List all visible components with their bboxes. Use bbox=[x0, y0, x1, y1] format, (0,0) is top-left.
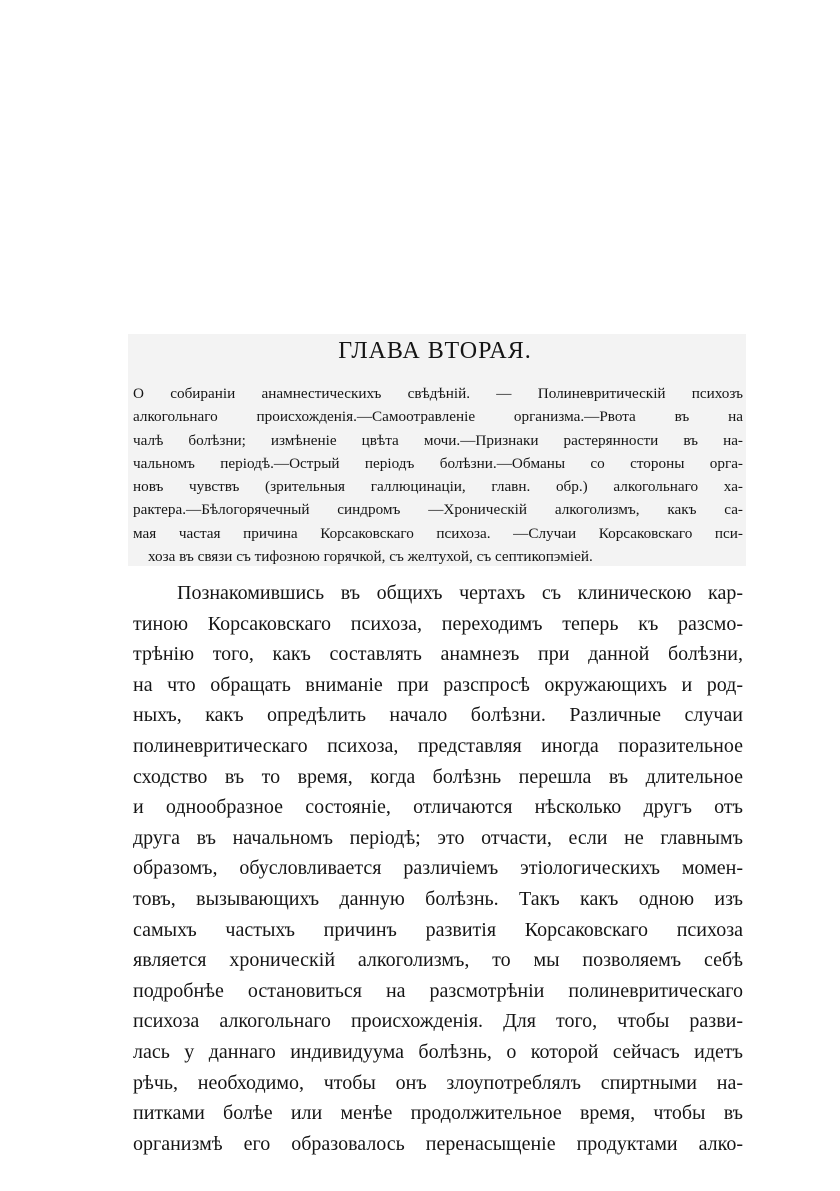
summary-line: О собиранiи анамнестическихъ свѣдѣнiй. — Полиневритическiй психозъ bbox=[133, 385, 743, 402]
body-line: психоза алкогольнаго происхожденiя. Для того, чтобы разви- bbox=[133, 1010, 743, 1033]
body-line: друга въ начальномъ перiодѣ; это отчасти, если не главнымъ bbox=[133, 826, 743, 849]
body-line: образомъ, обусловливается различiемъ этiологическихъ момен- bbox=[133, 857, 743, 880]
body-line: организмѣ его образовалось перенасыщенiе продуктами алко- bbox=[133, 1132, 743, 1155]
body-line: на что обращать вниманiе при разспросѣ окружающихъ и род- bbox=[133, 673, 743, 696]
summary-line: мая частая причина Корсаковскаго психоза. —Случаи Корсаковскаго пси- bbox=[133, 524, 743, 542]
body-line: Познакомившись въ общихъ чертахъ съ клиническою кар- bbox=[177, 582, 743, 604]
body-line: ныхъ, какъ опредѣлить начало болѣзни. Различные случаи bbox=[133, 704, 743, 727]
summary-line: рактера.—Бѣлогорячечный синдромъ —Хроническiй алкоголизмъ, какъ са- bbox=[133, 501, 743, 519]
body-line: лась у даннаго индивидуума болѣзнь, о которой сейчасъ идетъ bbox=[133, 1040, 743, 1063]
summary-line: алкогольнаго происхожденiя.—Самоотравленiе организма.—Рвота въ на bbox=[133, 408, 743, 426]
body-line: рѣчь, необходимо, чтобы онъ злоупотреблялъ спиртными на- bbox=[133, 1071, 743, 1094]
body-paragraph bbox=[133, 578, 743, 1159]
body-line: питками болѣе или менѣе продолжительное время, чтобы въ bbox=[133, 1102, 743, 1125]
chapter-title: ГЛАВА ВТОРАЯ. bbox=[338, 338, 532, 364]
body-line: является хроническiй алкоголизмъ, то мы позволяемъ себѣ bbox=[133, 949, 743, 972]
body-line: самыхъ частыхъ причинъ развитiя Корсаковскаго психоза bbox=[133, 918, 743, 941]
body-line: тиною Корсаковскаго психоза, переходимъ теперь къ разсмо- bbox=[133, 612, 743, 635]
summary-line: чалѣ болѣзни; измѣненiе цвѣта мочи.—Признаки растерянности въ на- bbox=[133, 431, 743, 449]
body-line: трѣнiю того, какъ составлять анамнезъ при данной болѣзни, bbox=[133, 643, 743, 666]
body-line: товъ, вызывающихъ данную болѣзнь. Такъ какъ одною изъ bbox=[133, 887, 743, 910]
chapter-summary bbox=[133, 382, 743, 568]
summary-line: чальномъ перiодѣ.—Острый перiодъ болѣзни.—Обманы со стороны орга- bbox=[133, 454, 743, 472]
body-line: подробнѣе остановиться на разсмотрѣнiи полиневритическаго bbox=[133, 979, 743, 1002]
body-line: сходство въ то время, когда болѣзнь перешла въ длительное bbox=[133, 765, 743, 788]
summary-line: хоза въ связи съ тифозною горячкой, съ желтухой, съ септикопэмiей. bbox=[148, 548, 593, 566]
summary-line: новъ чувствъ (зрительныя галлюцинацiи, главн. обр.) алкогольнаго ха- bbox=[133, 478, 743, 496]
body-line: полиневритическаго психоза, представляя иногда поразительное bbox=[133, 734, 743, 757]
body-line: и однообразное состоянiе, отличаются нѣсколько другъ отъ bbox=[133, 796, 743, 819]
